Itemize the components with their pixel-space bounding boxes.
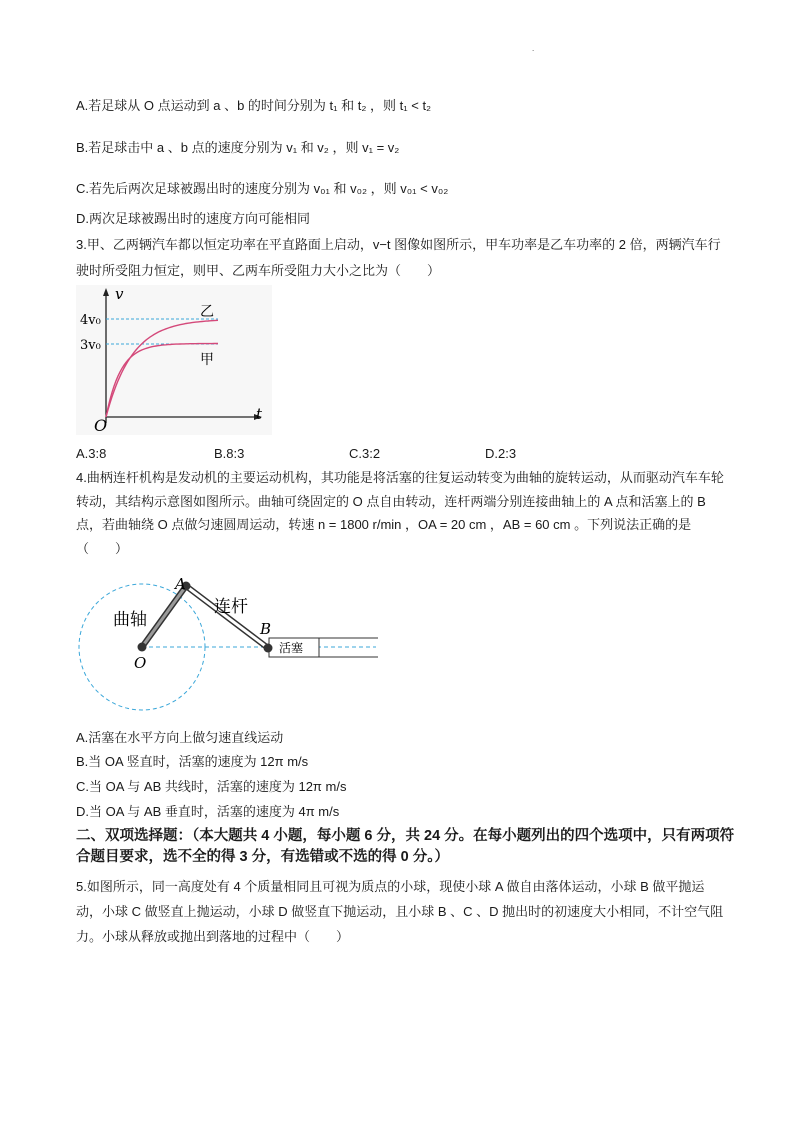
piston-label: 活塞 xyxy=(279,641,304,655)
q3-option-c: C.3:2 xyxy=(349,446,381,461)
y-tick-3v0: 3v₀ xyxy=(80,338,101,353)
point-o-label: O xyxy=(134,654,147,672)
page-marker: . xyxy=(532,44,535,53)
crank-label: 曲轴 xyxy=(113,610,147,630)
connecting-rod-ab-core xyxy=(186,586,268,648)
crank-arm-oa-core xyxy=(142,586,186,647)
q4-stem: 4.曲柄连杆机构是发动机的主要运动机构，其功能是将活塞的往复运动转变为曲轴的旋转运动，从而驱动汽车车轮转动，其结构示意图如图所示。曲轴可绕固定的 O 点自由转动，连杆两端分别连接曲轴上的 A 点和活塞上的 B 点，若曲轴绕 O 点做匀速圆周运动，转速 n = 1800 r/min ，OA = 20 cm ，AB = 60 cm 。下列说法正确的是（ ） xyxy=(76,470,724,556)
q3-option-b: B.8:3 xyxy=(214,446,245,461)
point-o-dot xyxy=(138,643,147,652)
q2-option-b: B.若足球击中 a 、b 点的速度分别为 v₁ 和 v₂ ，则 v₁ = v₂ xyxy=(76,140,400,155)
origin-label: O xyxy=(94,416,108,435)
point-b-dot xyxy=(264,644,273,653)
q4-option-a: A.活塞在水平方向上做匀速直线运动 xyxy=(76,730,284,745)
legend-jia: 甲 xyxy=(200,352,214,368)
q4-option-d: D.当 OA 与 AB 垂直时，活塞的速度为 4π m/s xyxy=(76,804,340,819)
q2-option-c: C.若先后两次足球被踢出时的速度分别为 v₀₁ 和 v₀₂ ，则 v₀₁ < v₀₂ xyxy=(76,181,449,196)
vt-graph xyxy=(76,285,272,435)
q2-option-d: D.两次足球被踢出时的速度方向可能相同 xyxy=(76,211,311,226)
point-b-label: B xyxy=(260,620,272,638)
q4-option-b: B.当 OA 竖直时，活塞的速度为 12π m/s xyxy=(76,754,309,769)
v-axis-label: v xyxy=(115,285,124,303)
y-tick-4v0: 4v₀ xyxy=(80,313,101,328)
q3-option-d: D.2:3 xyxy=(485,446,517,461)
q3-option-a: A.3:8 xyxy=(76,446,107,461)
q3-stem: 3.甲、乙两辆汽车都以恒定功率在平直路面上启动，v−t 图像如图所示，甲车功率是乙车功率的 2 倍，两辆汽车行驶时所受阻力恒定，则甲、乙两车所受阻力大小之比为（ ） xyxy=(76,237,721,278)
q2-option-a: A.若足球从 O 点运动到 a 、b 的时间分别为 t₁ 和 t₂ ，则 t₁ < t₂ xyxy=(76,98,432,113)
point-a-label: A xyxy=(175,576,186,593)
q4-option-c: C.当 OA 与 AB 共线时，活塞的速度为 12π m/s xyxy=(76,779,347,794)
crank-diagram xyxy=(76,576,386,716)
section-2-heading: 二、双项选择题：（本大题共 4 小题，每小题 6 分，共 24 分。在每小题列出的四个选项中，只有两项符合题目要求，选不全的得 3 分，有选错或不选的得 0 分。） xyxy=(76,828,735,865)
t-axis-label: t xyxy=(256,405,263,423)
rod-label: 连杆 xyxy=(214,597,248,617)
q5-stem: 5.如图所示，同一高度处有 4 个质量相同且可视为质点的小球，现使小球 A 做自由落体运动，小球 B 做平抛运动，小球 C 做竖直上抛运动，小球 D 做竖直下抛运动，且小球 B 、C 、D 抛出时的初速度大小相同，不计空气阻力。小球从释放或抛出到落地的过程中（ ） xyxy=(76,879,724,944)
legend-yi: 乙 xyxy=(200,304,214,320)
